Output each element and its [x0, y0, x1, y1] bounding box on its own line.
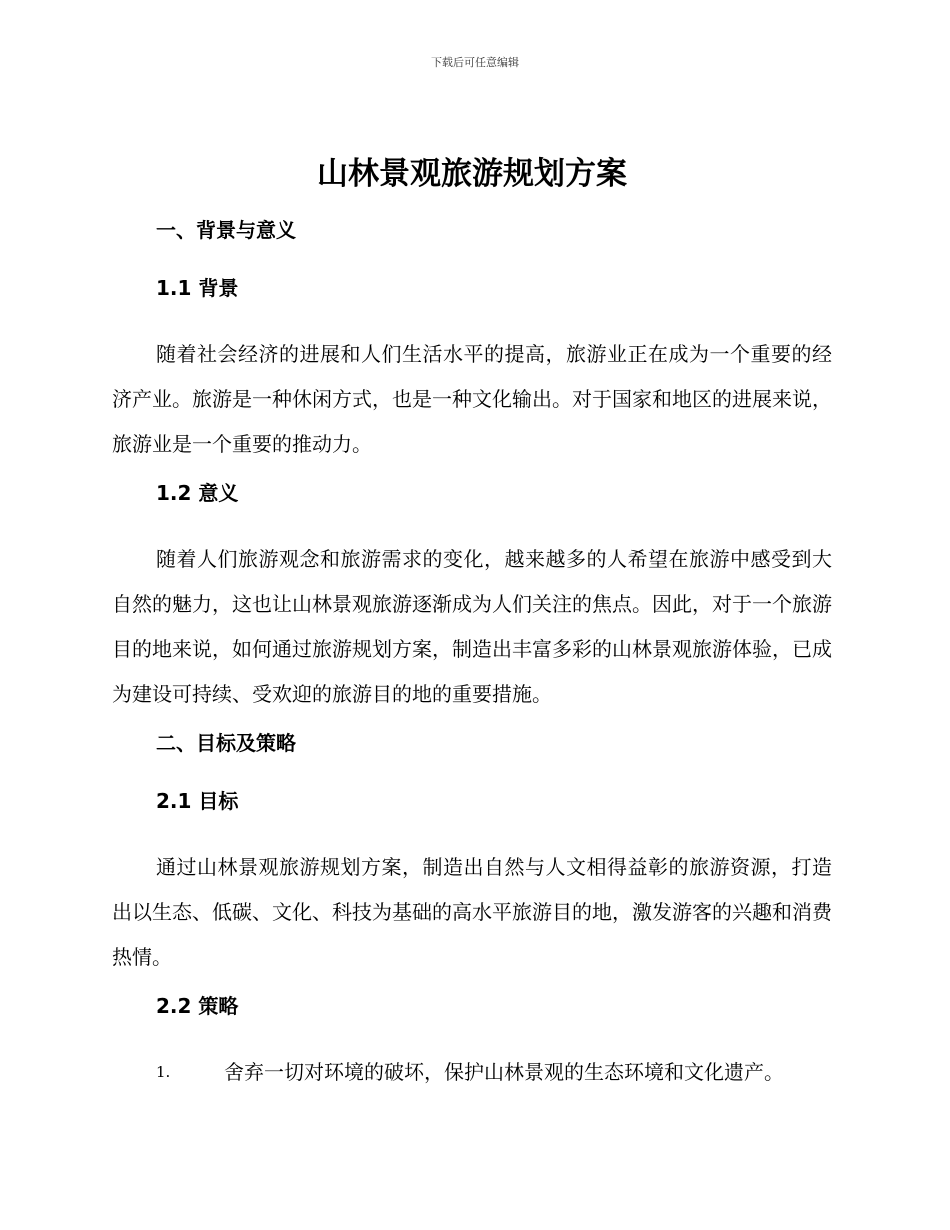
- document-body: [112, 146, 832, 1107]
- subsection-heading-strategy: 2.2 策略: [156, 994, 239, 1018]
- list-item-number: 1.: [156, 1063, 171, 1081]
- section-heading-background: 一、背景与意义: [156, 218, 296, 242]
- paragraph-background: 随着社会经济的进展和人们生活水平的提高，旅游业正在成为一个重要的经济产业。旅游是一种休闲方式，也是一种文化输出。对于国家和地区的进展来说，旅游业是一个重要的推动力。: [112, 342, 832, 456]
- paragraph-goals: 通过山林景观旅游规划方案，制造出自然与人文相得益彰的旅游资源，打造出以生态、低碳、文化、科技为基础的高水平旅游目的地，激发游客的兴趣和消费热情。: [112, 855, 832, 969]
- subsection-heading-background: 1.1 背景: [156, 276, 239, 300]
- paragraph-significance: 随着人们旅游观念和旅游需求的变化，越来越多的人希望在旅游中感受到大自然的魅力，这也让山林景观旅游逐渐成为人们关注的焦点。因此，对于一个旅游目的地来说，如何通过旅游规划方案，制造出丰富多彩的山林景观旅游体验，已成为建设可持续、受欢迎的旅游目的地的重要措施。: [112, 547, 832, 706]
- subsection-heading-significance: 1.2 意义: [156, 481, 239, 505]
- list-item: [112, 1050, 832, 1095]
- list-item-text: 舍弃一切对环境的破坏，保护山林景观的生态环境和文化遗产。: [224, 1060, 784, 1084]
- document-title: 山林景观旅游规划方案: [317, 156, 627, 192]
- subsection-heading-goals: 2.1 目标: [156, 789, 239, 813]
- header-note: 下载后可任意编辑: [431, 56, 519, 69]
- section-heading-goals-strategy: 二、目标及策略: [156, 731, 296, 755]
